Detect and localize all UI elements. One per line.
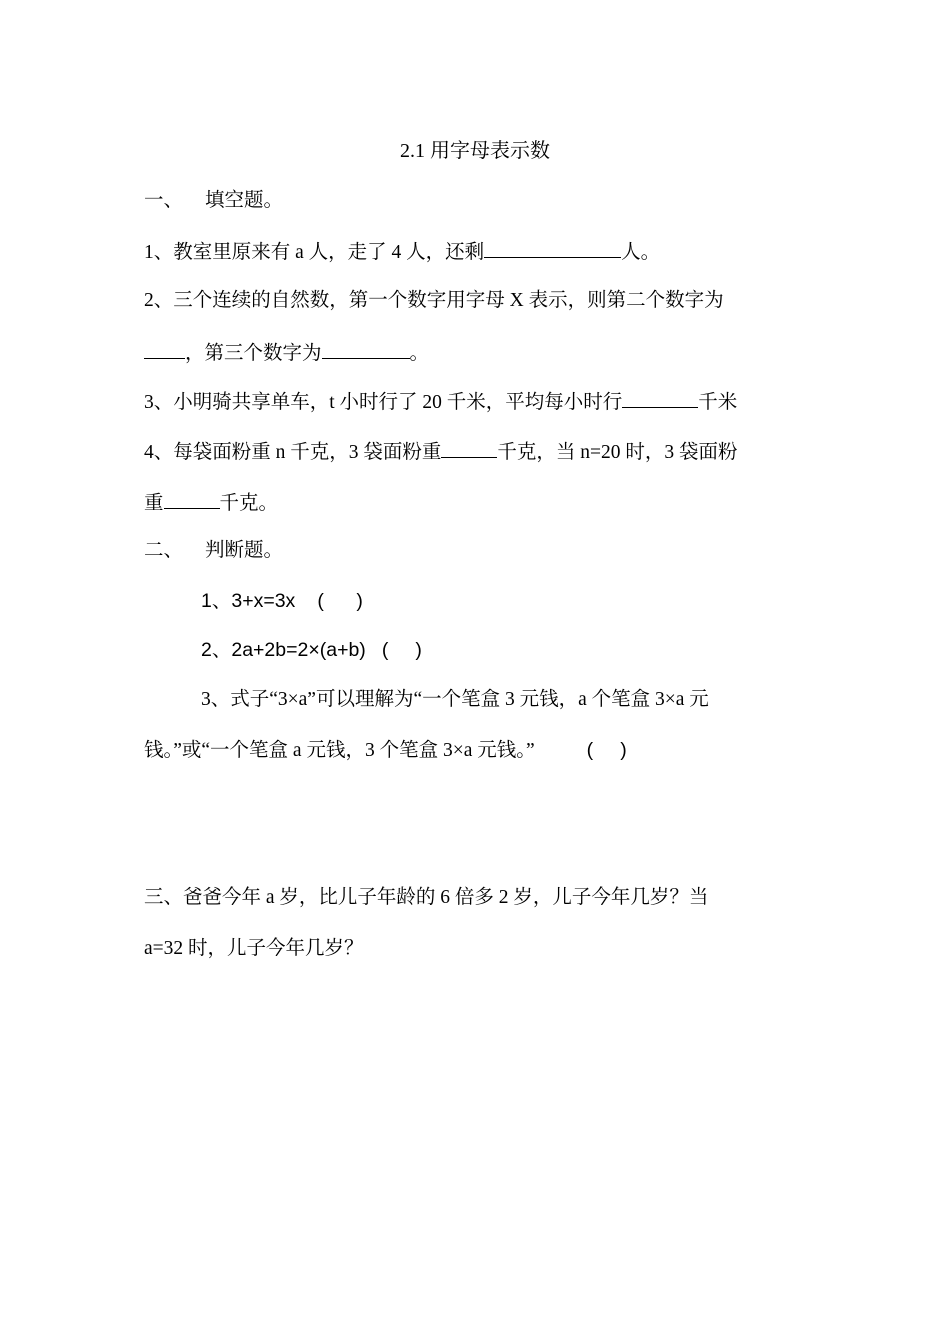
question-1-2-line-1: 2、三个连续的自然数，第一个数字用字母 X 表示，则第二个数字为 [144,290,724,311]
question-1-3 [144,389,737,415]
question-text: 人。 [621,242,661,263]
question-text: 。 [409,343,430,364]
question-text: 4、每袋面粉重 n 千克，3 袋面粉重 [144,442,442,463]
question-2-2 [201,638,422,662]
answer-parentheses[interactable]: ( ) [317,590,363,612]
section-2-title: 判断题。 [205,540,284,561]
page-title: 2.1 用字母表示数 [400,140,550,162]
question-2-1 [201,589,363,613]
question-text: 2、2a+2b=2×(a+b) [201,639,366,661]
section-2-heading [144,539,283,563]
section-3-line-2: a=32 时，儿子今年几岁？ [144,938,364,959]
question-text: 3、小明骑共享单车，t 小时行了 20 千米，平均每小时行 [144,392,623,413]
question-text: 重 [144,493,164,514]
answer-parentheses[interactable]: ( ) [381,639,422,661]
answer-blank[interactable] [484,239,621,258]
section-1-heading [144,189,283,213]
question-1-2-line-2 [144,340,429,366]
answer-blank[interactable] [622,389,698,408]
question-text: 1、教室里原来有 a 人，走了 4 人，还剩 [144,242,485,263]
question-1-1 [144,239,660,265]
answer-blank[interactable] [164,490,220,509]
question-2-3-line-1: 3、式子“3×a”可以理解为“一个笔盒 3 元钱，a 个笔盒 3×a 元 [201,689,709,710]
question-1-4-line-2 [144,490,278,516]
question-2-3-line-2 [144,738,627,763]
question-text: 千克，当 n=20 时，3 袋面粉 [497,442,738,463]
question-text: 1、3+x=3x [201,590,296,612]
question-1-4-line-1 [144,439,738,465]
question-text: 千克。 [219,493,279,514]
question-text: 钱。”或“一个笔盒 a 元钱，3 个笔盒 3×a 元钱。” [144,740,535,761]
answer-blank[interactable] [144,340,185,359]
section-1-title: 填空题。 [205,190,284,211]
section-1-number: 一、 [144,190,184,211]
section-3-line-1: 三、爸爸今年 a 岁，比儿子年龄的 6 倍多 2 岁，儿子今年几岁？当 [144,887,709,908]
question-text: ，第三个数字为 [185,343,322,364]
answer-parentheses[interactable]: ( ) [586,739,627,761]
section-2-number: 二、 [144,540,184,561]
question-text: 千米 [698,392,738,413]
answer-blank[interactable] [322,340,410,359]
answer-blank[interactable] [441,439,497,458]
